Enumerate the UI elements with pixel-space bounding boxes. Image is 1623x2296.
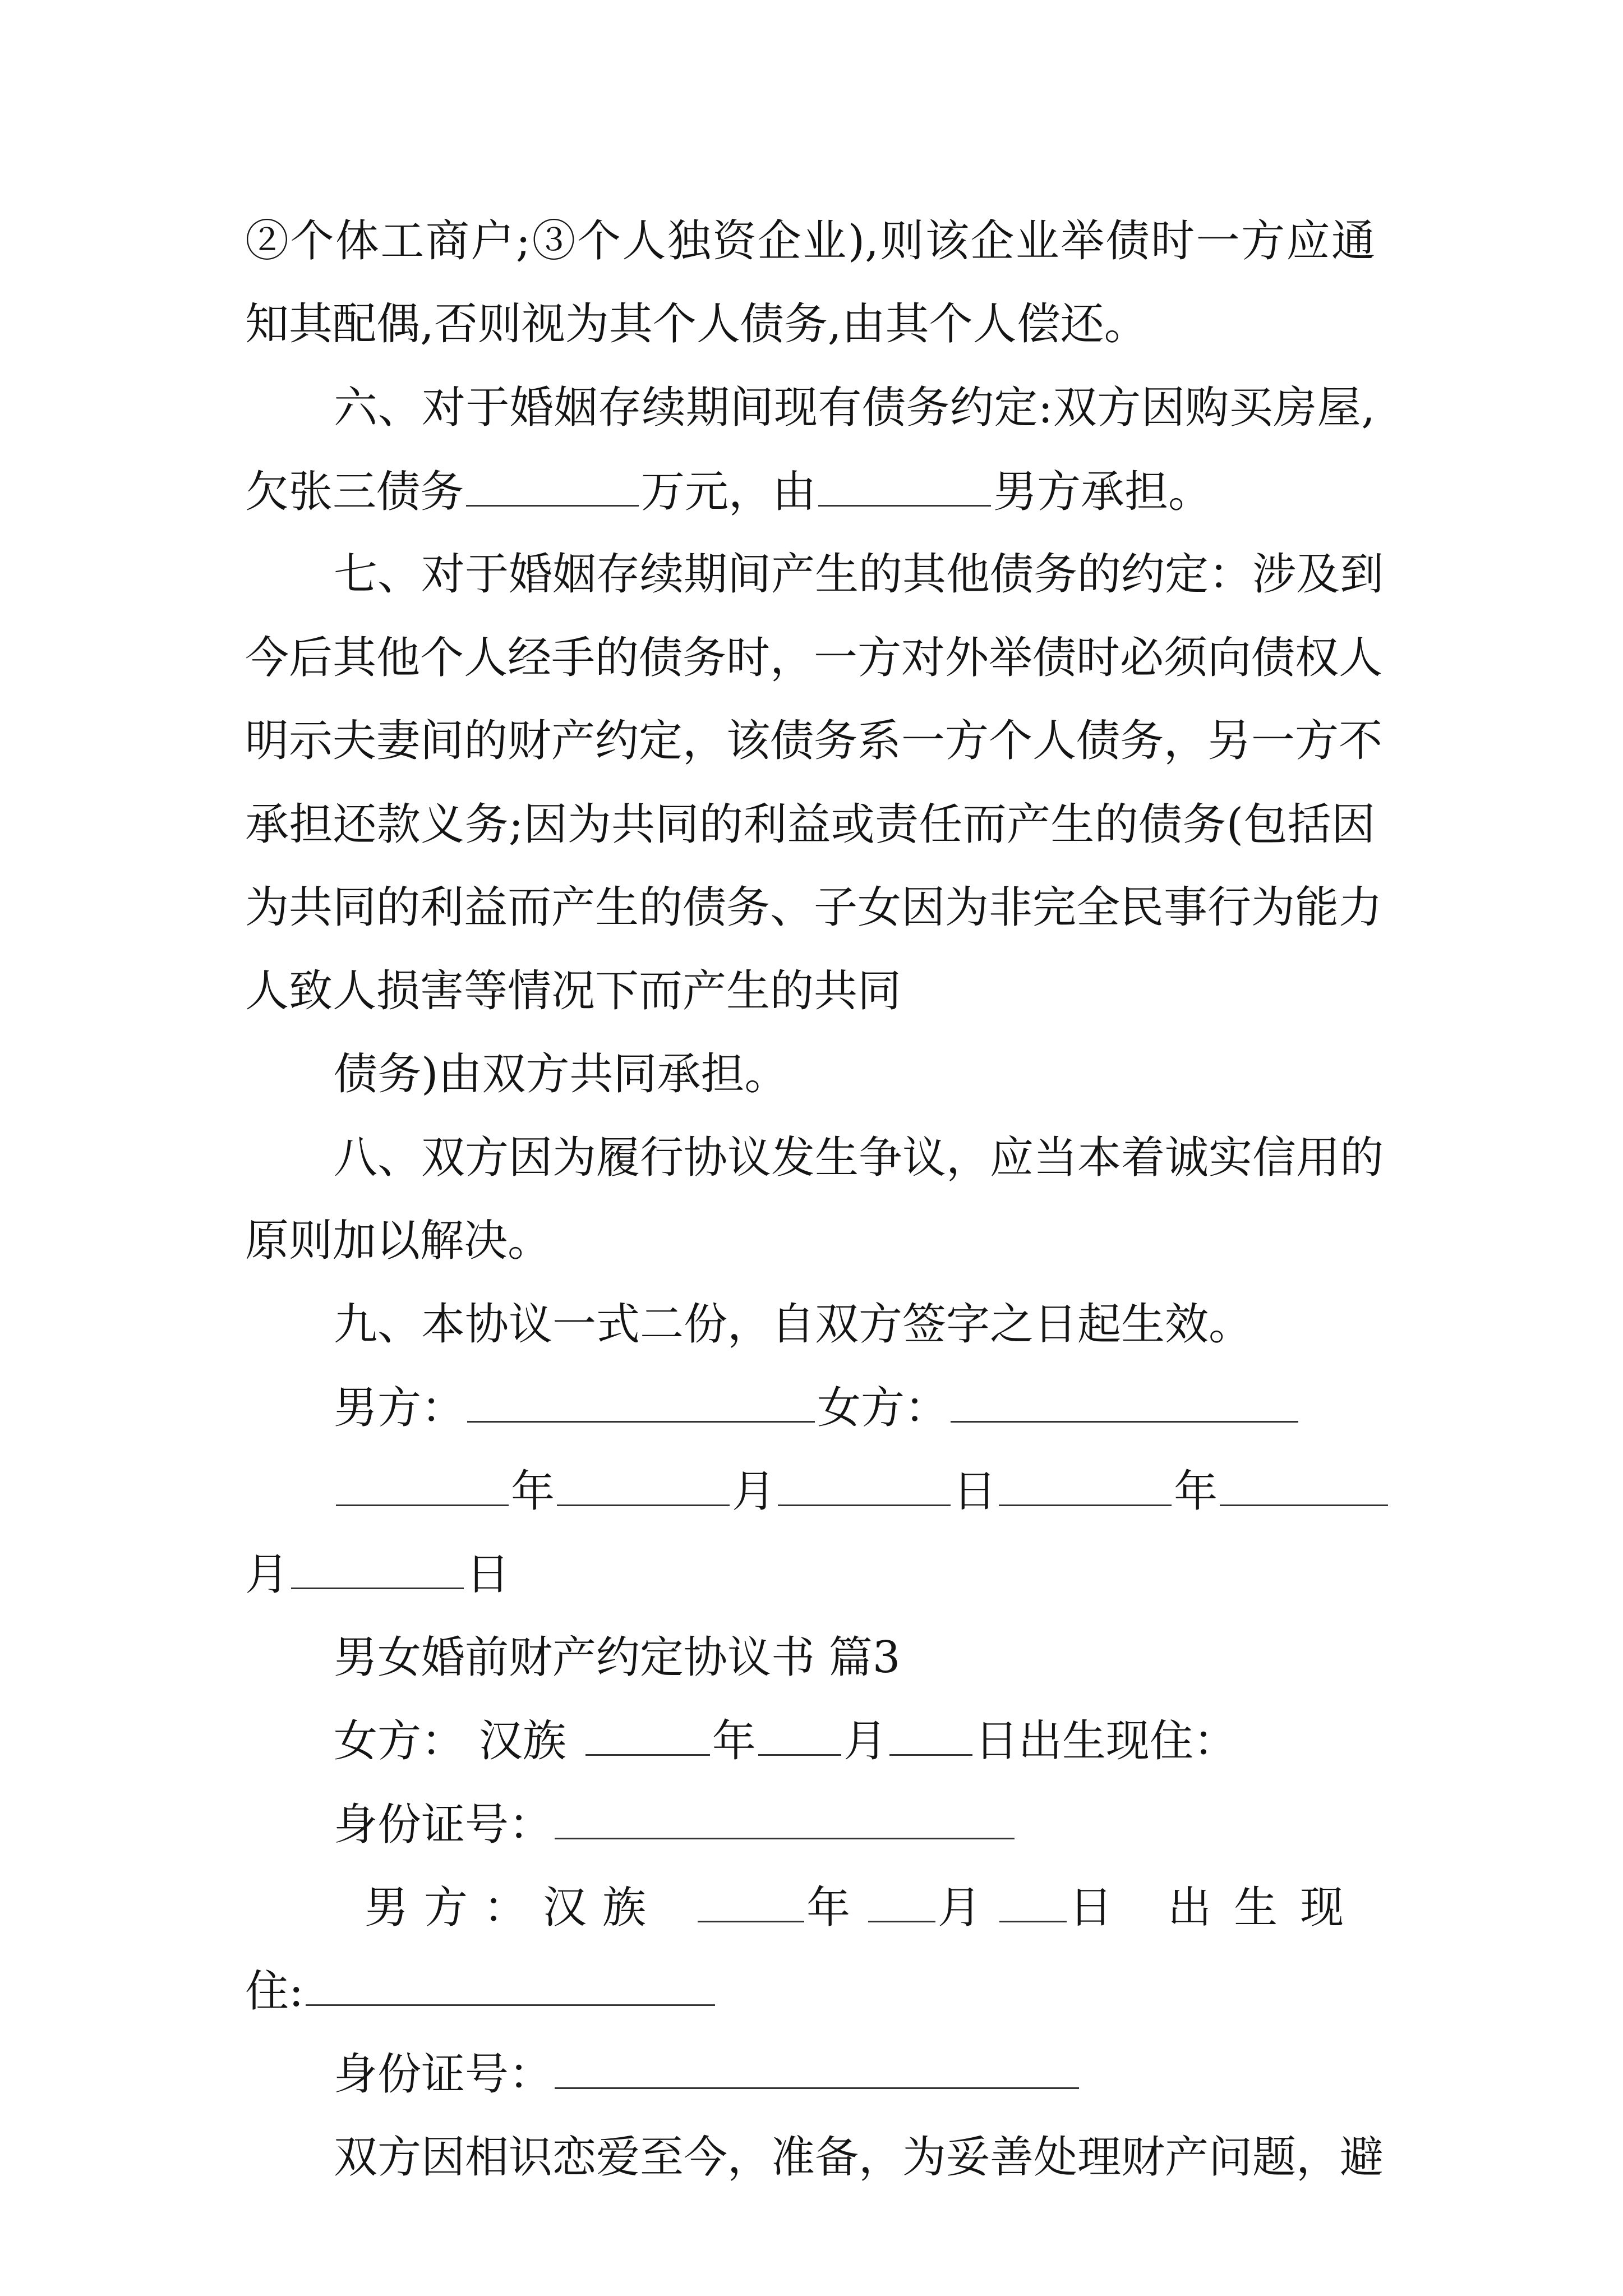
blank-field [557, 1464, 730, 1506]
date-day: 日 [466, 1549, 510, 1600]
label-male: 男方： [334, 1383, 465, 1433]
id-label: 身份证号： [334, 2049, 553, 2100]
text-fragment: 女方： 汉族 [334, 1716, 566, 1766]
blank-field [778, 1464, 951, 1506]
blank-field [1220, 1464, 1388, 1506]
text-line: 八、双方因为履行协议发生争议，应当本着诚实信用的 [334, 1133, 1384, 1183]
id-label: 身份证号： [334, 1800, 553, 1850]
text-line: 明示夫妻间的财产约定，该债务系一方个人债务，另一方不 [245, 716, 1383, 766]
label-female: 女方： [817, 1383, 949, 1433]
text-line: 九、本协议一式二份，自双方签字之日起生效。 [334, 1299, 1253, 1350]
text-fragment: 欠张三债务 [245, 467, 464, 517]
blank-field [466, 464, 639, 507]
date-year: 年 [806, 1883, 866, 1933]
blank-field [818, 464, 991, 507]
text-line: 七、对于婚姻存续期间产生的其他债务的约定：涉及到 [334, 549, 1384, 600]
text-fragment: 万元，由 [641, 467, 817, 517]
date-year: 年 [1174, 1466, 1218, 1517]
blank-field [291, 1547, 464, 1589]
date-day: 日 [953, 1466, 997, 1517]
blank-field [868, 1880, 935, 1922]
date-month: 月 [843, 1716, 887, 1766]
text-line: 双方因相识恋爱至今，准备，为妥善处理财产问题，避 [334, 2132, 1384, 2183]
text-line: 今后其他个人经手的债务时，一方对外举债时必须向债权人 [245, 633, 1383, 683]
address-line [245, 1964, 717, 2018]
date-line [245, 1547, 510, 1601]
blank-field [889, 1714, 972, 1756]
text-line: 人致人损害等情况下而产生的共同 [245, 966, 902, 1016]
text-line: 六、对于婚姻存续期间现有债务约定:双方因购买房屋, [334, 383, 1375, 433]
blank-field [999, 1880, 1067, 1922]
date-year: 年 [511, 1466, 555, 1517]
blank-field [467, 1381, 815, 1423]
blank-field [585, 1714, 710, 1756]
blank-field [555, 2047, 1079, 2089]
blank-field [336, 1464, 509, 1506]
section-heading: 男女婚前财产约定协议书 篇3 [334, 1632, 901, 1683]
date-month: 月 [938, 1883, 998, 1933]
text-fragment: 日出生现住： [974, 1716, 1237, 1766]
text-line: ②个体工商户;③个人独资企业),则该企业举债时一方应通 [245, 216, 1375, 266]
party-male-line [365, 1880, 1366, 1934]
text-line: 知其配偶,否则视为其个人债务,由其个人偿还。 [245, 299, 1148, 349]
signature-line [334, 1381, 1301, 1434]
blank-field [999, 1464, 1172, 1506]
party-female-line [334, 1714, 1237, 1768]
date-day: 日 [1069, 1883, 1129, 1933]
text-fragment: 出生现 [1168, 1883, 1367, 1933]
text-fragment: 男方：汉族 [365, 1883, 662, 1933]
text-fragment: 男方承担。 [993, 467, 1212, 517]
text-fragment: 住: [245, 1966, 304, 2017]
id-number-line [334, 2047, 1081, 2101]
date-line [334, 1464, 1390, 1518]
text-line: 承担还款义务;因为共同的利益或责任而产生的债务(包括因 [245, 799, 1375, 850]
date-month: 月 [245, 1549, 289, 1600]
blank-field [758, 1714, 841, 1756]
blank-field [555, 1797, 1015, 1839]
blank-field [698, 1880, 804, 1922]
text-line: 债务)由双方共同承担。 [334, 1049, 789, 1099]
text-line: 为共同的利益而产生的债务、子女因为非完全民事行为能力 [245, 882, 1383, 933]
date-month: 月 [732, 1466, 776, 1517]
text-line [245, 464, 1212, 518]
text-line: 原则加以解决。 [245, 1216, 552, 1266]
date-year: 年 [712, 1716, 756, 1766]
blank-field [306, 1964, 715, 2006]
id-number-line [334, 1797, 1017, 1851]
blank-field [951, 1381, 1298, 1423]
